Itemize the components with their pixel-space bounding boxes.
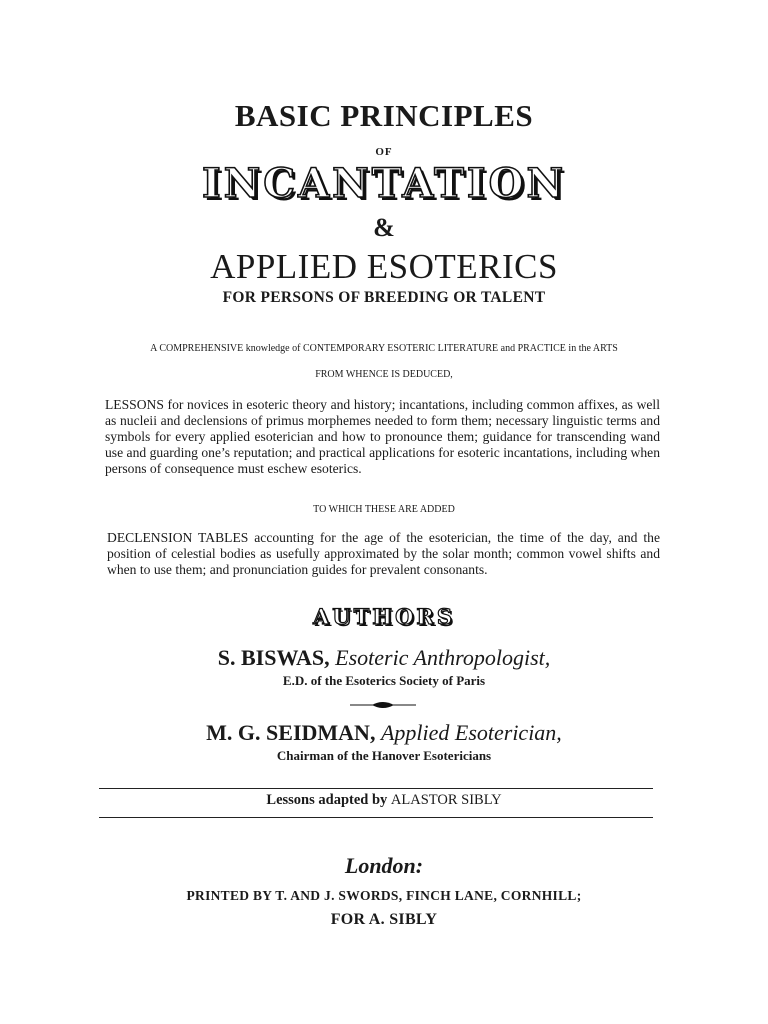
adapted-line	[0, 792, 768, 809]
author-2-title: Applied Esoterician,	[380, 720, 562, 745]
title-basic-principles: BASIC PRINCIPLES	[234, 98, 534, 133]
author-2	[0, 720, 768, 746]
authors-heading: AUTHORS	[313, 604, 455, 629]
added-line: TO WHICH THESE ARE ADDED	[313, 504, 455, 515]
subtitle: FOR PERSONS OF BREEDING OR TALENT	[222, 289, 546, 306]
imprint-publisher: FOR A. SIBLY	[330, 911, 438, 928]
author-1	[0, 645, 768, 671]
author-2-role: Chairman of the Hanover Esotericians	[276, 748, 492, 763]
author-1-role: E.D. of the Esoterics Society of Paris	[282, 673, 486, 688]
comprehensive-line: A COMPREHENSIVE knowledge of CONTEMPORARY ESOTERIC LITERATURE and PRACTICE in the ARTS	[150, 343, 618, 354]
lessons-paragraph: LESSONS for novices in esoteric theory and history; incantations, including common affixes, as well as nucleii and declensions of primus morphemes needed to form them; necessary linguistic terms and symbols for every applied esoterician and how to pronounce them; guidance for transcending wand use and guarding one’s reputation; and practical applications for esoteric incantations, including when persons of consequence must eschew esoterics.	[105, 397, 660, 476]
title-applied-esoterics: APPLIED ESOTERICS	[210, 247, 558, 286]
title-incantation: INCANTATION	[201, 160, 566, 207]
imprint-printer: PRINTED BY T. AND J. SWORDS, FINCH LANE, CORNHILL;	[186, 888, 582, 903]
rule-top	[99, 788, 653, 789]
rule-bottom	[99, 817, 653, 818]
imprint-city: London:	[344, 853, 424, 878]
author-1-title: Esoteric Anthropologist,	[335, 645, 551, 670]
declension-paragraph: DECLENSION TABLES accounting for the age of the esoterician, the time of the day, and the position of celestial bodies as usefully approximated by the solar month; common vowel shifts and when to use them; and pronunciation guides for prevalent consonants.	[107, 530, 660, 577]
title-ampersand: &	[373, 213, 395, 242]
ornament-divider	[350, 699, 416, 711]
author-1-name: S. BISWAS,	[217, 645, 330, 670]
title-of: OF	[375, 146, 393, 158]
author-2-name: M. G. SEIDMAN,	[206, 720, 376, 745]
deduced-line: FROM WHENCE IS DEDUCED,	[315, 369, 453, 380]
adapted-name: ALASTOR SIBLY	[390, 792, 502, 808]
adapted-prefix: Lessons adapted by	[266, 792, 388, 808]
